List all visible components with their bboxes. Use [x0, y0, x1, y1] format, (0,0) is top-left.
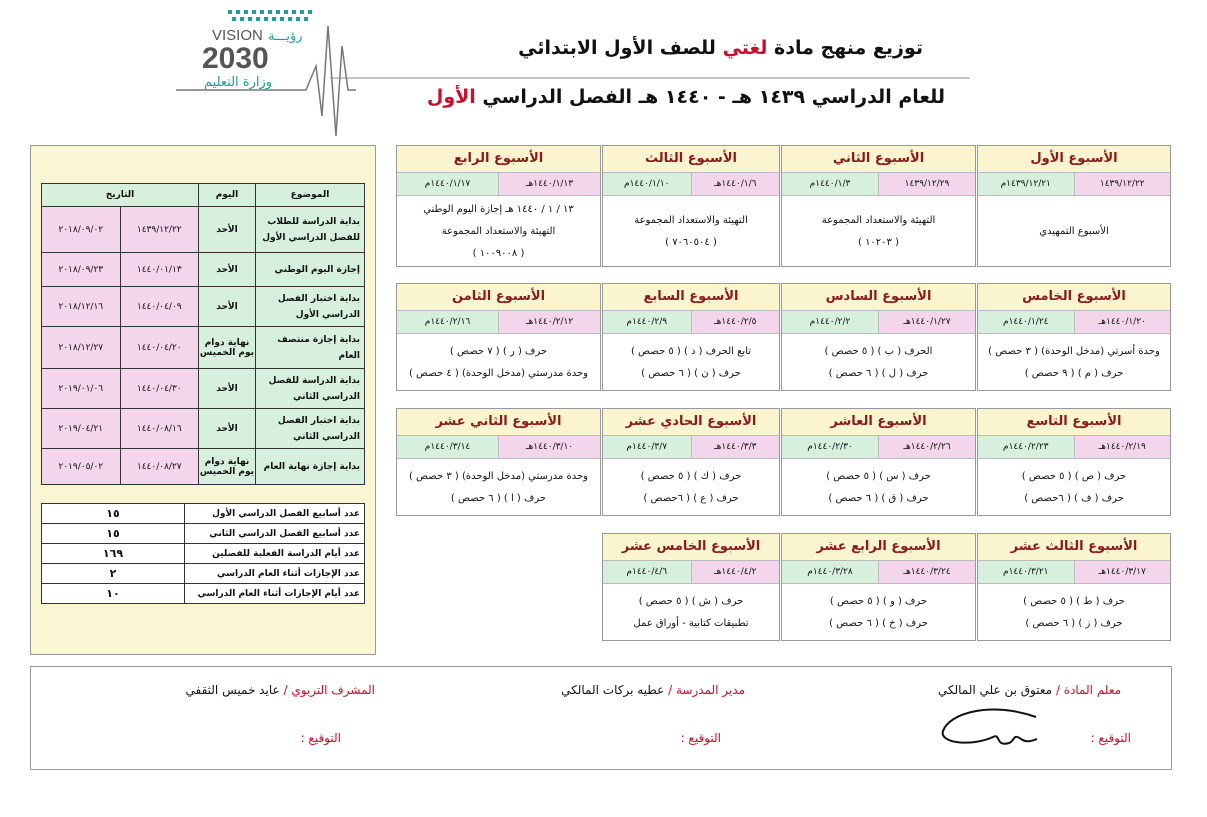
summary-value: ١٥: [42, 504, 185, 524]
event-greg-date: ٢٠١٩/٠٥/٠٢: [42, 449, 121, 485]
supervisor-signature-label: التوقيع :: [300, 731, 341, 745]
week-content-line: حرف ( ل ) ( ٦ حصص ): [828, 368, 929, 379]
week-content-line: حرف ( ك ) ( ٥ حصص ): [640, 471, 742, 482]
week-end-date: ١٤٤٠/٤/٦م: [603, 561, 691, 583]
week-title: الأسبوع الرابع عشر: [782, 534, 975, 561]
week-block: [396, 283, 601, 391]
event-hijri-date: ١٤٤٠/٠٤/٣٠: [120, 369, 199, 409]
summary-label: عدد أسابيع الفصل الدراسي الأول: [185, 504, 365, 524]
week-content-line: ( ٧٠٦٠٥٠٤ ): [665, 237, 717, 248]
col-topic: الموضوع: [256, 184, 365, 207]
week-content-line: الأسبوع التمهيدي: [1039, 226, 1109, 237]
week-content-line: حرف ( م ) ( ٩ حصص ): [1024, 368, 1124, 379]
week-content-line: التهيئة والاستعداد المجموعة: [821, 215, 936, 226]
week-content-line: تطبيقات كتابية - أوراق عمل: [633, 618, 749, 629]
event-greg-date: ٢٠١٩/٠١/٠٦: [42, 369, 121, 409]
summary-value: ١٥: [42, 524, 185, 544]
event-row: [42, 369, 365, 409]
summary-row: [42, 544, 365, 564]
week-start-date: ١٤٤٠/٢/٢٦هـ: [878, 436, 975, 458]
svg-text:رؤيـــة: رؤيـــة: [268, 29, 303, 44]
week-block: [781, 533, 976, 641]
event-day: الأحد: [199, 287, 256, 327]
event-greg-date: ٢٠١٩/٠٤/٢١: [42, 409, 121, 449]
week-block: [602, 533, 780, 641]
vision-2030-logo: [176, 6, 356, 96]
week-end-date: ١٤٤٠/٢/٢م: [782, 311, 878, 333]
event-row: [42, 253, 365, 287]
week-end-date: ١٤٤٠/٢/٢٣م: [978, 436, 1074, 458]
week-start-date: ١٤٤٠/٢/١٩هـ: [1074, 436, 1171, 458]
summary-label: عدد أيام الإجازات أثناء العام الدراسي: [185, 584, 365, 604]
col-date: التاريخ: [42, 184, 199, 207]
week-start-date: ١٤٤٠/١/١٣هـ: [498, 173, 600, 195]
event-topic: بداية إجازة منتصف العام: [256, 327, 365, 369]
page-subtitle: للعام الدراسي ١٤٣٩ هـ - ١٤٤٠ هـ الفصل الدراسي الأول: [426, 86, 945, 108]
event-hijri-date: ١٤٤٠/٠٤/٢٠: [120, 327, 199, 369]
signature-footer: [30, 666, 1172, 770]
week-title: الأسبوع الثامن: [397, 284, 600, 311]
week-end-date: ١٤٤٠/١/٢٤م: [978, 311, 1074, 333]
week-content-line: حرف ( ا ) ( ٦ حصص ): [450, 493, 547, 504]
week-title: الأسبوع الثالث: [603, 146, 779, 173]
week-end-date: ١٤٤٠/٢/٩م: [603, 311, 691, 333]
week-end-date: ١٤٤٠/١/٣م: [782, 173, 878, 195]
summary-row: [42, 584, 365, 604]
week-title: الأسبوع العاشر: [782, 409, 975, 436]
week-title: الأسبوع الثاني: [782, 146, 975, 173]
event-hijri-date: ١٤٤٠/٠٨/٢٧: [120, 449, 199, 485]
week-content-line: وحدة مدرستي (مدخل الوحدة) ( ٤ حصص ): [408, 368, 589, 379]
teacher-signature: [931, 703, 1041, 753]
event-day: الأحد: [199, 369, 256, 409]
week-title: الأسبوع السادس: [782, 284, 975, 311]
summary-row: [42, 504, 365, 524]
week-start-date: ١٤٤٠/٣/١٧هـ: [1074, 561, 1171, 583]
event-day: الأحد: [199, 409, 256, 449]
event-hijri-date: ١٤٤٠/٠٨/١٦: [120, 409, 199, 449]
event-topic: بداية الدراسة للفصل الدراسي الثاني: [256, 369, 365, 409]
week-end-date: ١٤٤٠/٢/١٦م: [397, 311, 498, 333]
event-hijri-date: ١٤٣٩/١٢/٢٢: [120, 207, 199, 253]
event-topic: بداية إجازة نهاية العام: [256, 449, 365, 485]
week-start-date: ١٤٤٠/١/٢٠هـ: [1074, 311, 1171, 333]
week-content-line: ١٣ / ١ / ١٤٤٠ هـ إجازة اليوم الوطني: [423, 204, 574, 215]
summary-label: عدد الإجازات أثناء العام الدراسي: [185, 564, 365, 584]
event-greg-date: ٢٠١٨/١٢/٢٧: [42, 327, 121, 369]
week-title: الأسبوع السابع: [603, 284, 779, 311]
week-title: الأسبوع الرابع: [397, 146, 600, 173]
week-content-line: حرف ( ف ) ( ٦حصص ): [1024, 493, 1124, 504]
event-topic: بداية اختبار الفصل الدراسي الأول: [256, 287, 365, 327]
summary-label: عدد أيام الدراسة الفعلية للفصلين: [185, 544, 365, 564]
week-end-date: ١٤٤٠/٢/٣٠م: [782, 436, 878, 458]
event-row: [42, 207, 365, 253]
page-title: توزيع منهج مادة لغتي للصف الأول الابتدائي: [518, 37, 923, 59]
principal-line: مدير المدرسة / عطيه بركات المالكي: [561, 683, 745, 697]
event-row: [42, 449, 365, 485]
week-start-date: ١٤٤٠/١/٢٧هـ: [878, 311, 975, 333]
event-day: الأحد: [199, 253, 256, 287]
week-block: [602, 145, 780, 267]
header-line: [330, 76, 970, 80]
week-block: [977, 145, 1171, 267]
event-greg-date: ٢٠١٨/٠٩/٠٢: [42, 207, 121, 253]
week-content-line: تابع الحرف ( د ) ( ٥ حصص ): [630, 346, 752, 357]
event-day: نهاية دوام يوم الخميس: [199, 449, 256, 485]
svg-text:وزارة التعليم: وزارة التعليم: [204, 75, 273, 90]
week-end-date: ١٤٣٩/١٢/٢١م: [978, 173, 1074, 195]
week-content-line: حرف ( ز ) ( ٦ حصص ): [1025, 618, 1123, 629]
event-greg-date: ٢٠١٨/١٢/١٦: [42, 287, 121, 327]
week-content-line: التهيئة والاستعداد المجموعة: [634, 215, 748, 226]
week-content-line: حرف ( ش ) ( ٥ حصص ): [638, 596, 744, 607]
week-start-date: ١٤٤٠/٤/٢هـ: [691, 561, 780, 583]
week-content-line: حرف ( ط ) ( ٥ حصص ): [1023, 596, 1125, 607]
week-content-line: وحدة أسرتي (مدخل الوحدة) ( ٣ حصص ): [988, 346, 1160, 357]
event-hijri-date: ١٤٤٠/٠٤/٠٩: [120, 287, 199, 327]
week-content-line: ( ١٠٠٩٠٠٨ ): [472, 248, 525, 259]
week-start-date: ١٤٤٠/٣/٢٤هـ: [878, 561, 975, 583]
svg-text:VISION: VISION: [212, 27, 263, 44]
week-title: الأسبوع الأول: [978, 146, 1170, 173]
week-content-line: وحدة مدرستي (مدخل الوحدة) ( ٣ حصص ): [408, 471, 589, 482]
week-content-line: حرف ( و ) ( ٥ حصص ): [829, 596, 928, 607]
week-block: [977, 283, 1171, 391]
week-start-date: ١٤٤٠/٢/٥هـ: [691, 311, 780, 333]
week-content-line: التهيئة والاستعداد المجموعة: [441, 226, 556, 237]
event-day: نهاية دوام يوم الخميس: [199, 327, 256, 369]
week-block: [396, 408, 601, 516]
event-day: الأحد: [199, 207, 256, 253]
week-block: [602, 283, 780, 391]
event-hijri-date: ١٤٤٠/٠١/١٣: [120, 253, 199, 287]
week-content-line: حرف ( خ ) ( ٦ حصص ): [829, 618, 928, 629]
summary-table: [41, 503, 365, 604]
week-block: [781, 283, 976, 391]
week-end-date: ١٤٤٠/١/١٧م: [397, 173, 498, 195]
week-title: الأسبوع الثالث عشر: [978, 534, 1170, 561]
summary-row: [42, 524, 365, 544]
week-content-line: ( ١٠٢٠٣ ): [857, 237, 900, 248]
week-block: [396, 145, 601, 267]
summary-row: [42, 564, 365, 584]
event-row: [42, 409, 365, 449]
week-title: الأسبوع الثاني عشر: [397, 409, 600, 436]
principal-signature-label: التوقيع :: [680, 731, 721, 745]
week-start-date: ١٤٣٩/١٢/٢٩: [878, 173, 975, 195]
events-table: [41, 183, 365, 485]
week-title: الأسبوع الحادي عشر: [603, 409, 779, 436]
event-topic: إجازة اليوم الوطني: [256, 253, 365, 287]
teacher-signature-label: التوقيع :: [1090, 731, 1131, 745]
week-content-line: حرف ( ق ) ( ٦ حصص ): [828, 493, 929, 504]
week-block: [781, 145, 976, 267]
teacher-line: معلم المادة / معتوق بن علي المالكي: [937, 683, 1121, 697]
week-end-date: ١٤٤٠/٣/٢٨م: [782, 561, 878, 583]
week-end-date: ١٤٤٠/٣/٧م: [603, 436, 691, 458]
summary-value: ١٠: [42, 584, 185, 604]
week-title: الأسبوع التاسع: [978, 409, 1170, 436]
svg-text:2030: 2030: [202, 42, 269, 75]
event-row: [42, 327, 365, 369]
event-greg-date: ٢٠١٨/٠٩/٢٣: [42, 253, 121, 287]
week-title: الأسبوع الخامس عشر: [603, 534, 779, 561]
supervisor-line: المشرف التربوي / عايد خميس الثقفي: [185, 683, 375, 697]
event-topic: بداية الدراسة للطلاب للفصل الدراسي الأول: [256, 207, 365, 253]
week-title: الأسبوع الخامس: [978, 284, 1170, 311]
week-content-line: الحرف ( ب ) ( ٥ حصص ): [824, 346, 933, 357]
week-block: [977, 533, 1171, 641]
summary-value: ٢: [42, 564, 185, 584]
event-row: [42, 287, 365, 327]
week-start-date: ١٤٤٠/٣/١٠هـ: [498, 436, 600, 458]
week-start-date: ١٤٤٠/٣/٣هـ: [691, 436, 780, 458]
week-block: [977, 408, 1171, 516]
calendar-panel: [30, 145, 376, 655]
week-start-date: ١٤٣٩/١٢/٢٢: [1074, 173, 1171, 195]
week-block: [602, 408, 780, 516]
week-content-line: حرف ( ر ) ( ٧ حصص ): [449, 346, 548, 357]
week-block: [781, 408, 976, 516]
week-content-line: حرف ( ع ) ( ٦حصص ): [643, 493, 739, 504]
week-content-line: حرف ( ن ) ( ٦ حصص ): [641, 368, 741, 379]
week-end-date: ١٤٤٠/٣/٢١م: [978, 561, 1074, 583]
week-content-line: حرف ( س ) ( ٥ حصص ): [826, 471, 931, 482]
summary-label: عدد أسابيع الفصل الدراسي الثاني: [185, 524, 365, 544]
week-content-line: حرف ( ص ) ( ٥ حصص ): [1021, 471, 1127, 482]
week-end-date: ١٤٤٠/٣/١٤م: [397, 436, 498, 458]
col-day: اليوم: [199, 184, 256, 207]
week-start-date: ١٤٤٠/١/٦هـ: [691, 173, 780, 195]
week-end-date: ١٤٤٠/١/١٠م: [603, 173, 691, 195]
summary-value: ١٦٩: [42, 544, 185, 564]
event-topic: بداية اختبار الفصل الدراسي الثاني: [256, 409, 365, 449]
week-start-date: ١٤٤٠/٢/١٢هـ: [498, 311, 600, 333]
